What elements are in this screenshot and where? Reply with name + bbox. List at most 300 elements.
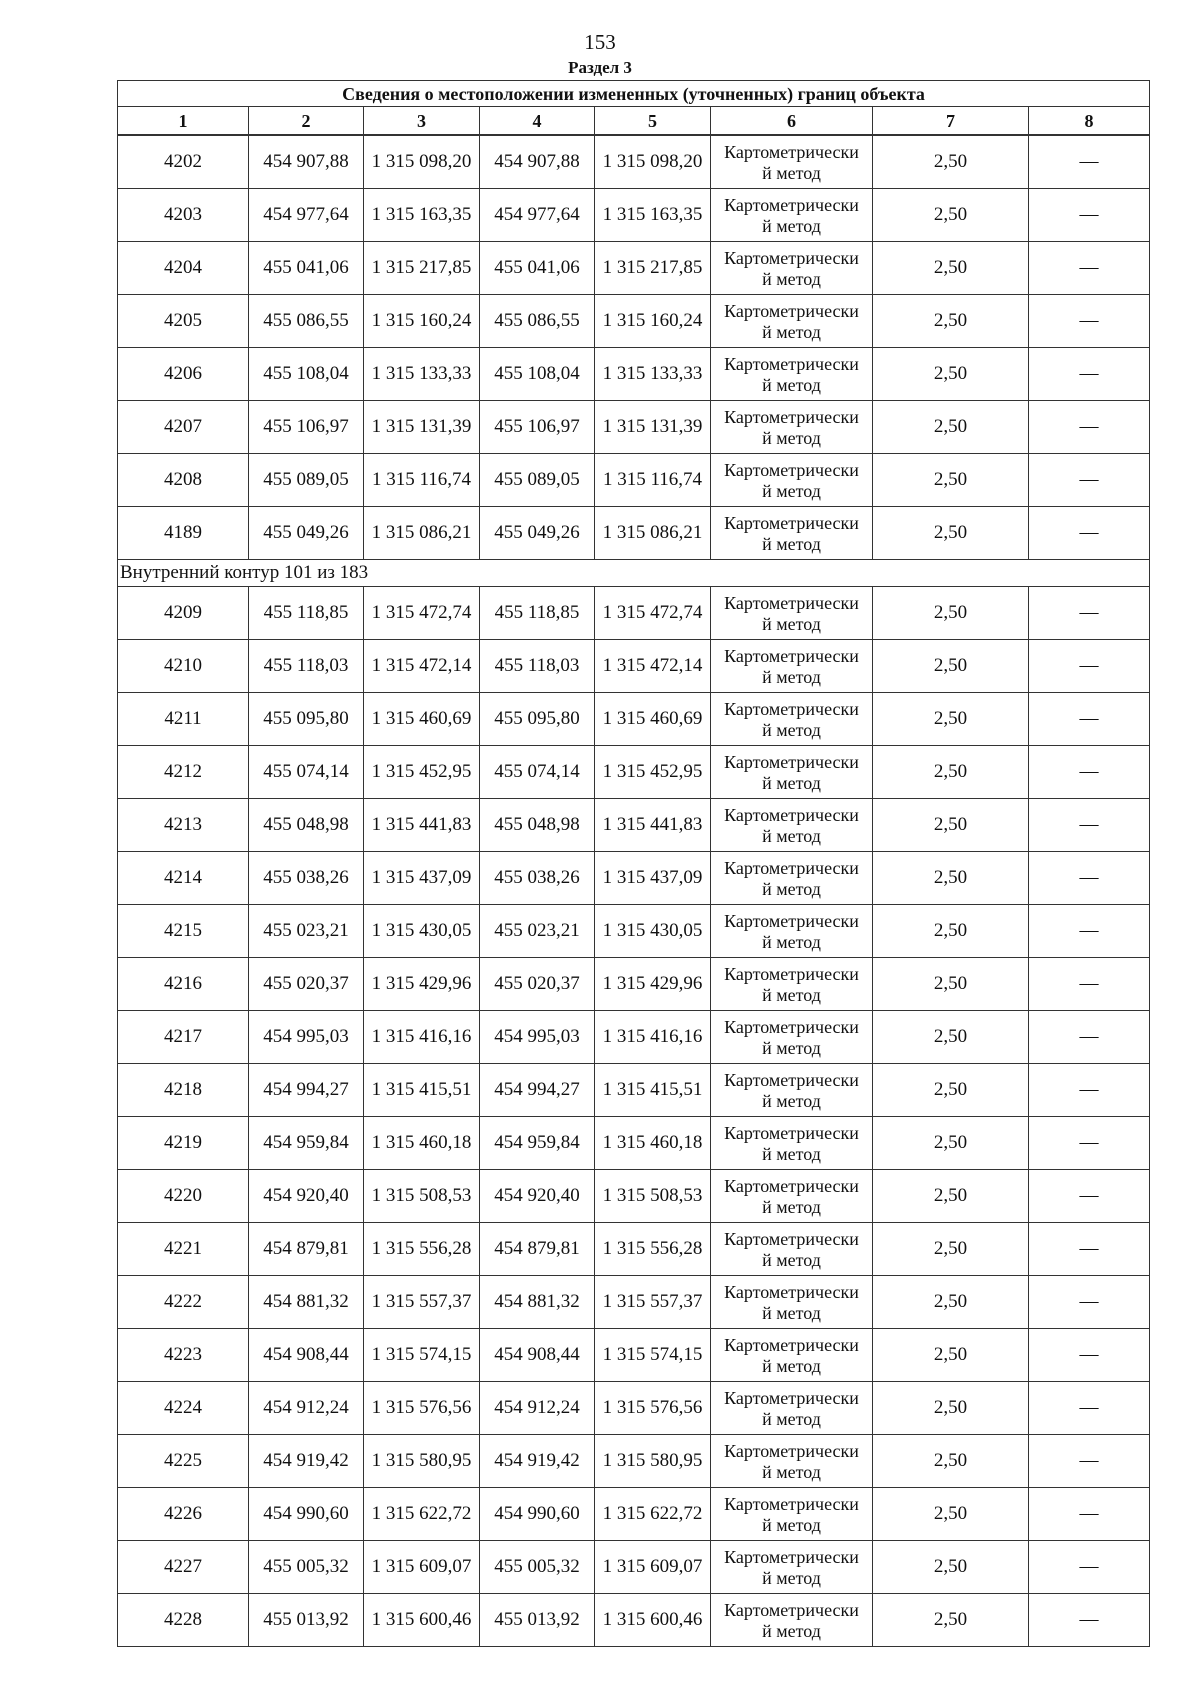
accuracy-cell: 2,50 [873,454,1029,507]
x-new-cell: 455 005,32 [480,1541,595,1594]
y-old-cell: 1 315 160,24 [364,295,480,348]
method-cell [711,401,873,454]
note-cell: — [1029,1488,1150,1541]
x-old-cell: 454 977,64 [249,189,364,242]
x-old-cell: 455 038,26 [249,852,364,905]
y-old-cell: 1 315 557,37 [364,1276,480,1329]
point-number-cell: 4211 [118,693,249,746]
method-cell [711,189,873,242]
table-body [118,81,1150,1647]
table-caption-row [118,81,1150,107]
y-new-cell: 1 315 131,39 [595,401,711,454]
y-new-cell: 1 315 217,85 [595,242,711,295]
method-cell [711,799,873,852]
note-cell: — [1029,587,1150,640]
method-cell [711,1488,873,1541]
note-cell: — [1029,1276,1150,1329]
note-cell: — [1029,799,1150,852]
point-number-cell: 4206 [118,348,249,401]
x-old-cell: 455 049,26 [249,507,364,560]
note-cell: — [1029,1223,1150,1276]
note-cell: — [1029,189,1150,242]
note-cell: — [1029,454,1150,507]
x-new-cell: 454 881,32 [480,1276,595,1329]
accuracy-cell: 2,50 [873,1011,1029,1064]
y-old-cell: 1 315 217,85 [364,242,480,295]
x-old-cell: 455 095,80 [249,693,364,746]
point-number-cell: 4213 [118,799,249,852]
x-old-cell: 455 106,97 [249,401,364,454]
point-number-cell: 4208 [118,454,249,507]
table-row [118,135,1150,189]
y-new-cell: 1 315 557,37 [595,1276,711,1329]
x-old-cell: 454 919,42 [249,1435,364,1488]
method-text-line2: й метод [762,1621,821,1641]
y-old-cell: 1 315 580,95 [364,1435,480,1488]
column-number-row [118,107,1150,136]
method-text-line2: й метод [762,1303,821,1323]
method-text-line2: й метод [762,614,821,634]
point-number-cell: 4225 [118,1435,249,1488]
accuracy-cell: 2,50 [873,640,1029,693]
x-new-cell: 454 990,60 [480,1488,595,1541]
x-new-cell: 455 013,92 [480,1594,595,1647]
method-text-line2: й метод [762,269,821,289]
x-new-cell: 455 020,37 [480,958,595,1011]
y-old-cell: 1 315 622,72 [364,1488,480,1541]
x-new-cell: 455 089,05 [480,454,595,507]
note-cell: — [1029,852,1150,905]
x-new-cell: 454 959,84 [480,1117,595,1170]
method-text-line2: й метод [762,1091,821,1111]
y-new-cell: 1 315 116,74 [595,454,711,507]
note-cell: — [1029,135,1150,189]
method-text-line1: Картометрически [724,195,859,215]
method-text-line2: й метод [762,1250,821,1270]
table-row [118,1594,1150,1647]
x-new-cell: 455 106,97 [480,401,595,454]
accuracy-cell: 2,50 [873,189,1029,242]
method-text-line1: Картометрически [724,513,859,533]
method-text-line1: Картометрически [724,964,859,984]
accuracy-cell: 2,50 [873,587,1029,640]
method-text-line1: Картометрически [724,1070,859,1090]
method-text-line1: Картометрически [724,1600,859,1620]
x-new-cell: 454 919,42 [480,1435,595,1488]
point-number-cell: 4207 [118,401,249,454]
y-new-cell: 1 315 622,72 [595,1488,711,1541]
x-old-cell: 455 023,21 [249,905,364,958]
page-number: 153 [584,30,616,54]
x-new-cell: 454 994,27 [480,1064,595,1117]
table-row [118,587,1150,640]
table-row [118,348,1150,401]
point-number-cell: 4212 [118,746,249,799]
method-cell [711,905,873,958]
method-cell [711,1435,873,1488]
boundary-table-container [117,80,1149,1647]
point-number-cell: 4219 [118,1117,249,1170]
accuracy-cell: 2,50 [873,1594,1029,1647]
method-cell [711,507,873,560]
method-text-line1: Картометрически [724,1176,859,1196]
y-old-cell: 1 315 600,46 [364,1594,480,1647]
column-number: 8 [1029,107,1150,136]
y-old-cell: 1 315 133,33 [364,348,480,401]
accuracy-cell: 2,50 [873,295,1029,348]
note-cell: — [1029,1117,1150,1170]
x-new-cell: 455 074,14 [480,746,595,799]
x-new-cell: 455 095,80 [480,693,595,746]
y-old-cell: 1 315 086,21 [364,507,480,560]
y-old-cell: 1 315 416,16 [364,1011,480,1064]
y-old-cell: 1 315 415,51 [364,1064,480,1117]
note-cell: — [1029,693,1150,746]
method-text-line2: й метод [762,1356,821,1376]
y-new-cell: 1 315 160,24 [595,295,711,348]
table-row [118,1382,1150,1435]
method-cell [711,852,873,905]
accuracy-cell: 2,50 [873,799,1029,852]
note-cell: — [1029,1435,1150,1488]
accuracy-cell: 2,50 [873,1541,1029,1594]
method-text-line1: Картометрически [724,354,859,374]
y-new-cell: 1 315 556,28 [595,1223,711,1276]
accuracy-cell: 2,50 [873,348,1029,401]
note-cell: — [1029,1541,1150,1594]
point-number-cell: 4220 [118,1170,249,1223]
table-caption: Сведения о местоположении измененных (уточненных) границ объекта [118,81,1150,107]
x-new-cell: 455 086,55 [480,295,595,348]
boundary-coordinates-table [117,80,1150,1647]
table-row [118,454,1150,507]
table-row [118,1223,1150,1276]
note-cell: — [1029,746,1150,799]
method-cell [711,242,873,295]
y-old-cell: 1 315 452,95 [364,746,480,799]
column-number: 4 [480,107,595,136]
y-new-cell: 1 315 430,05 [595,905,711,958]
y-old-cell: 1 315 460,18 [364,1117,480,1170]
y-old-cell: 1 315 163,35 [364,189,480,242]
table-row [118,958,1150,1011]
x-new-cell: 455 108,04 [480,348,595,401]
table-row [118,295,1150,348]
method-cell [711,1011,873,1064]
note-cell: — [1029,507,1150,560]
x-old-cell: 454 994,27 [249,1064,364,1117]
x-old-cell: 455 086,55 [249,295,364,348]
method-cell [711,1382,873,1435]
y-new-cell: 1 315 460,69 [595,693,711,746]
y-new-cell: 1 315 452,95 [595,746,711,799]
note-cell: — [1029,401,1150,454]
y-new-cell: 1 315 441,83 [595,799,711,852]
point-number-cell: 4221 [118,1223,249,1276]
x-old-cell: 454 912,24 [249,1382,364,1435]
method-text-line1: Картометрически [724,1441,859,1461]
method-text-line2: й метод [762,534,821,554]
method-cell [711,1541,873,1594]
x-new-cell: 455 048,98 [480,799,595,852]
method-text-line1: Картометрически [724,248,859,268]
y-old-cell: 1 315 460,69 [364,693,480,746]
accuracy-cell: 2,50 [873,1488,1029,1541]
table-row [118,640,1150,693]
method-text-line1: Картометрически [724,1388,859,1408]
method-text-line1: Картометрически [724,1335,859,1355]
table-row [118,507,1150,560]
y-old-cell: 1 315 472,74 [364,587,480,640]
method-text-line2: й метод [762,1462,821,1482]
accuracy-cell: 2,50 [873,852,1029,905]
y-old-cell: 1 315 437,09 [364,852,480,905]
x-new-cell: 454 920,40 [480,1170,595,1223]
method-text-line1: Картометрически [724,1017,859,1037]
accuracy-cell: 2,50 [873,958,1029,1011]
method-text-line1: Картометрически [724,752,859,772]
x-old-cell: 455 013,92 [249,1594,364,1647]
accuracy-cell: 2,50 [873,1276,1029,1329]
method-text-line2: й метод [762,932,821,952]
method-text-line2: й метод [762,667,821,687]
note-cell: — [1029,905,1150,958]
accuracy-cell: 2,50 [873,1064,1029,1117]
y-old-cell: 1 315 131,39 [364,401,480,454]
method-cell [711,454,873,507]
column-number: 2 [249,107,364,136]
x-new-cell: 454 995,03 [480,1011,595,1064]
table-row [118,1064,1150,1117]
table-row [118,693,1150,746]
y-new-cell: 1 315 416,16 [595,1011,711,1064]
x-old-cell: 455 048,98 [249,799,364,852]
accuracy-cell: 2,50 [873,135,1029,189]
table-row [118,1435,1150,1488]
point-number-cell: 4203 [118,189,249,242]
point-number-cell: 4218 [118,1064,249,1117]
method-text-line1: Картометрически [724,1547,859,1567]
accuracy-cell: 2,50 [873,746,1029,799]
method-cell [711,640,873,693]
column-number: 7 [873,107,1029,136]
method-text-line2: й метод [762,1144,821,1164]
method-text-line1: Картометрически [724,1123,859,1143]
y-old-cell: 1 315 098,20 [364,135,480,189]
method-cell [711,958,873,1011]
x-old-cell: 455 089,05 [249,454,364,507]
y-new-cell: 1 315 133,33 [595,348,711,401]
method-text-line1: Картометрически [724,858,859,878]
note-cell: — [1029,348,1150,401]
x-new-cell: 454 907,88 [480,135,595,189]
y-new-cell: 1 315 574,15 [595,1329,711,1382]
method-text-line1: Картометрически [724,1229,859,1249]
point-number-cell: 4202 [118,135,249,189]
accuracy-cell: 2,50 [873,905,1029,958]
x-old-cell: 455 118,85 [249,587,364,640]
y-new-cell: 1 315 415,51 [595,1064,711,1117]
y-old-cell: 1 315 441,83 [364,799,480,852]
accuracy-cell: 2,50 [873,1223,1029,1276]
point-number-cell: 4222 [118,1276,249,1329]
column-number: 5 [595,107,711,136]
point-number-cell: 4223 [118,1329,249,1382]
y-old-cell: 1 315 472,14 [364,640,480,693]
y-new-cell: 1 315 098,20 [595,135,711,189]
note-cell: — [1029,1329,1150,1382]
x-new-cell: 455 038,26 [480,852,595,905]
method-cell [711,1276,873,1329]
y-new-cell: 1 315 163,35 [595,189,711,242]
y-new-cell: 1 315 508,53 [595,1170,711,1223]
table-row [118,1011,1150,1064]
method-cell [711,746,873,799]
section-title: Раздел 3 [568,58,632,77]
point-number-cell: 4228 [118,1594,249,1647]
method-cell [711,1064,873,1117]
table-row [118,1170,1150,1223]
table-row [118,189,1150,242]
accuracy-cell: 2,50 [873,1382,1029,1435]
x-new-cell: 455 118,03 [480,640,595,693]
accuracy-cell: 2,50 [873,1435,1029,1488]
point-number-cell: 4205 [118,295,249,348]
table-row [118,1117,1150,1170]
note-cell: — [1029,1382,1150,1435]
column-number: 3 [364,107,480,136]
method-text-line2: й метод [762,375,821,395]
method-text-line2: й метод [762,1197,821,1217]
method-text-line2: й метод [762,481,821,501]
point-number-cell: 4189 [118,507,249,560]
y-new-cell: 1 315 580,95 [595,1435,711,1488]
method-text-line2: й метод [762,773,821,793]
table-row [118,1488,1150,1541]
note-cell: — [1029,1170,1150,1223]
x-old-cell: 455 118,03 [249,640,364,693]
method-text-line1: Картометрически [724,911,859,931]
y-old-cell: 1 315 116,74 [364,454,480,507]
method-cell [711,135,873,189]
method-text-line2: й метод [762,1038,821,1058]
method-cell [711,1223,873,1276]
method-text-line2: й метод [762,826,821,846]
point-number-cell: 4209 [118,587,249,640]
point-number-cell: 4227 [118,1541,249,1594]
table-row [118,905,1150,958]
x-new-cell: 454 908,44 [480,1329,595,1382]
y-old-cell: 1 315 429,96 [364,958,480,1011]
method-cell [711,1170,873,1223]
method-text-line2: й метод [762,1409,821,1429]
note-cell: — [1029,295,1150,348]
contour-section-label: Внутренний контур 101 из 183 [118,560,1150,587]
method-text-line2: й метод [762,879,821,899]
contour-section-row [118,560,1150,587]
method-text-line2: й метод [762,428,821,448]
method-text-line1: Картометрически [724,1282,859,1302]
accuracy-cell: 2,50 [873,507,1029,560]
y-old-cell: 1 315 576,56 [364,1382,480,1435]
y-new-cell: 1 315 437,09 [595,852,711,905]
x-old-cell: 455 041,06 [249,242,364,295]
accuracy-cell: 2,50 [873,1117,1029,1170]
method-cell [711,587,873,640]
method-text-line1: Картометрически [724,699,859,719]
x-new-cell: 454 977,64 [480,189,595,242]
x-old-cell: 454 920,40 [249,1170,364,1223]
point-number-cell: 4204 [118,242,249,295]
method-text-line2: й метод [762,1515,821,1535]
method-cell [711,348,873,401]
point-number-cell: 4216 [118,958,249,1011]
method-text-line2: й метод [762,163,821,183]
method-text-line1: Картометрически [724,142,859,162]
method-text-line1: Картометрически [724,460,859,480]
x-old-cell: 454 995,03 [249,1011,364,1064]
method-text-line1: Картометрически [724,301,859,321]
table-row [118,799,1150,852]
column-number: 1 [118,107,249,136]
y-new-cell: 1 315 429,96 [595,958,711,1011]
note-cell: — [1029,1594,1150,1647]
x-new-cell: 455 041,06 [480,242,595,295]
y-old-cell: 1 315 556,28 [364,1223,480,1276]
accuracy-cell: 2,50 [873,693,1029,746]
table-row [118,401,1150,454]
accuracy-cell: 2,50 [873,242,1029,295]
point-number-cell: 4226 [118,1488,249,1541]
x-new-cell: 455 118,85 [480,587,595,640]
column-number: 6 [711,107,873,136]
method-text-line2: й метод [762,720,821,740]
y-old-cell: 1 315 430,05 [364,905,480,958]
y-old-cell: 1 315 508,53 [364,1170,480,1223]
x-old-cell: 454 990,60 [249,1488,364,1541]
x-old-cell: 455 005,32 [249,1541,364,1594]
x-old-cell: 454 907,88 [249,135,364,189]
method-cell [711,295,873,348]
x-old-cell: 454 879,81 [249,1223,364,1276]
point-number-cell: 4224 [118,1382,249,1435]
method-cell [711,693,873,746]
point-number-cell: 4214 [118,852,249,905]
method-text-line1: Картометрически [724,407,859,427]
y-new-cell: 1 315 600,46 [595,1594,711,1647]
table-row [118,1329,1150,1382]
x-old-cell: 455 020,37 [249,958,364,1011]
method-text-line2: й метод [762,322,821,342]
x-old-cell: 455 108,04 [249,348,364,401]
accuracy-cell: 2,50 [873,1329,1029,1382]
y-new-cell: 1 315 576,56 [595,1382,711,1435]
y-old-cell: 1 315 609,07 [364,1541,480,1594]
y-old-cell: 1 315 574,15 [364,1329,480,1382]
method-cell [711,1329,873,1382]
note-cell: — [1029,1064,1150,1117]
x-new-cell: 454 879,81 [480,1223,595,1276]
x-new-cell: 454 912,24 [480,1382,595,1435]
method-text-line2: й метод [762,1568,821,1588]
method-text-line1: Картометрически [724,646,859,666]
method-text-line1: Картометрически [724,805,859,825]
x-old-cell: 454 881,32 [249,1276,364,1329]
y-new-cell: 1 315 460,18 [595,1117,711,1170]
x-new-cell: 455 023,21 [480,905,595,958]
x-new-cell: 455 049,26 [480,507,595,560]
y-new-cell: 1 315 086,21 [595,507,711,560]
